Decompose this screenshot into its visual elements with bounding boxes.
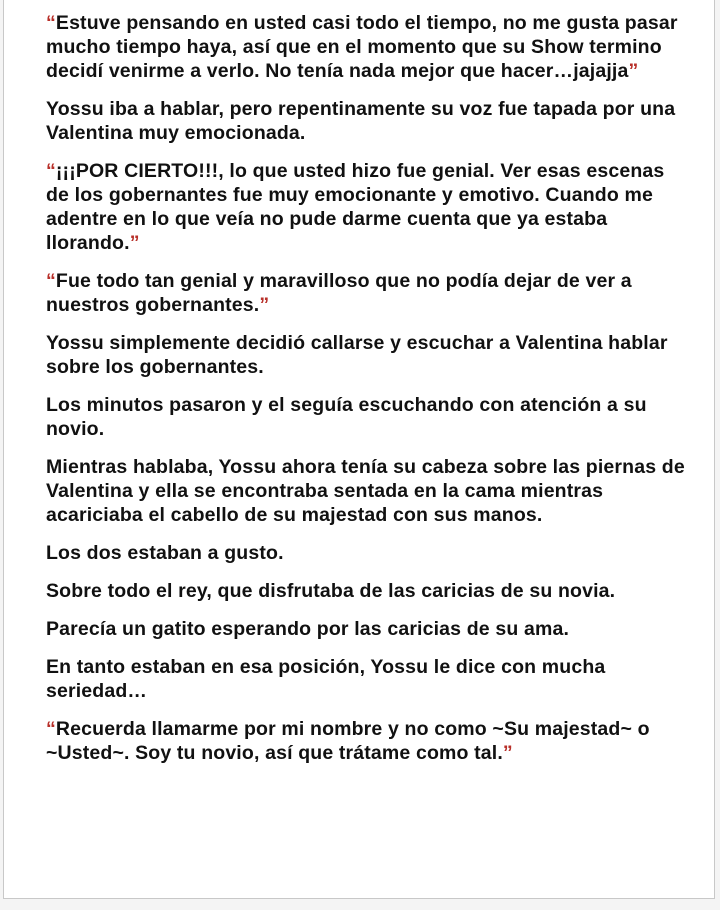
paragraph-6 — [46, 393, 686, 441]
paragraph-9 — [46, 579, 686, 603]
paragraph-8 — [46, 541, 686, 565]
document-body — [46, 11, 686, 779]
paragraph-text: Los dos estaban a gusto. — [46, 542, 284, 564]
open-quote: “ — [46, 270, 56, 292]
paragraph-12 — [46, 717, 686, 765]
paragraph-2 — [46, 97, 686, 145]
paragraph-text: Mientras hablaba, Yossu ahora tenía su cabeza sobre las piernas de Valentina y ella se encontraba sentada en la cama mientras acariciaba el cabello de su majestad con sus manos. — [46, 456, 685, 526]
close-quote: ” — [259, 294, 270, 316]
paragraph-text: ¡¡¡POR CIERTO!!!, lo que usted hizo fue genial. Ver esas escenas de los gobernantes fue muy emocionante y emotivo. Cuando me adentre en lo que veía no pude darme cuenta que ya estaba llorando. — [46, 160, 665, 254]
paragraph-text: Los minutos pasaron y el seguía escuchando con atención a su novio. — [46, 394, 647, 440]
paragraph-4 — [46, 269, 686, 317]
open-quote: “ — [46, 160, 56, 182]
paragraph-text: En tanto estaban en esa posición, Yossu le dice con mucha seriedad… — [46, 656, 606, 702]
paragraph-10 — [46, 617, 686, 641]
paragraph-text: Sobre todo el rey, que disfrutaba de las caricias de su novia. — [46, 580, 616, 602]
paragraph-5 — [46, 331, 686, 379]
open-quote: “ — [46, 12, 56, 34]
document-page — [3, 0, 715, 899]
paragraph-text: Yossu iba a hablar, pero repentinamente su voz fue tapada por una Valentina muy emocionada. — [46, 98, 676, 144]
close-quote: ” — [628, 60, 639, 82]
paragraph-11 — [46, 655, 686, 703]
paragraph-text: Fue todo tan genial y maravilloso que no podía dejar de ver a nuestros gobernantes. — [46, 270, 632, 316]
paragraph-7 — [46, 455, 686, 527]
paragraph-text: Parecía un gatito esperando por las caricias de su ama. — [46, 618, 570, 640]
close-quote: ” — [129, 232, 140, 254]
close-quote: ” — [502, 742, 513, 764]
paragraph-text: Recuerda llamarme por mi nombre y no como ~Su majestad~ o ~Usted~. Soy tu novio, así que trátame como tal. — [46, 718, 650, 764]
paragraph-3 — [46, 159, 686, 255]
paragraph-1 — [46, 11, 686, 83]
open-quote: “ — [46, 718, 56, 740]
paragraph-text: Yossu simplemente decidió callarse y escuchar a Valentina hablar sobre los gobernantes. — [46, 332, 668, 378]
paragraph-text: Estuve pensando en usted casi todo el tiempo, no me gusta pasar mucho tiempo haya, así que en el momento que su Show termino decidí venirme a verlo. No tenía nada mejor que hacer…jajajja — [46, 12, 678, 82]
